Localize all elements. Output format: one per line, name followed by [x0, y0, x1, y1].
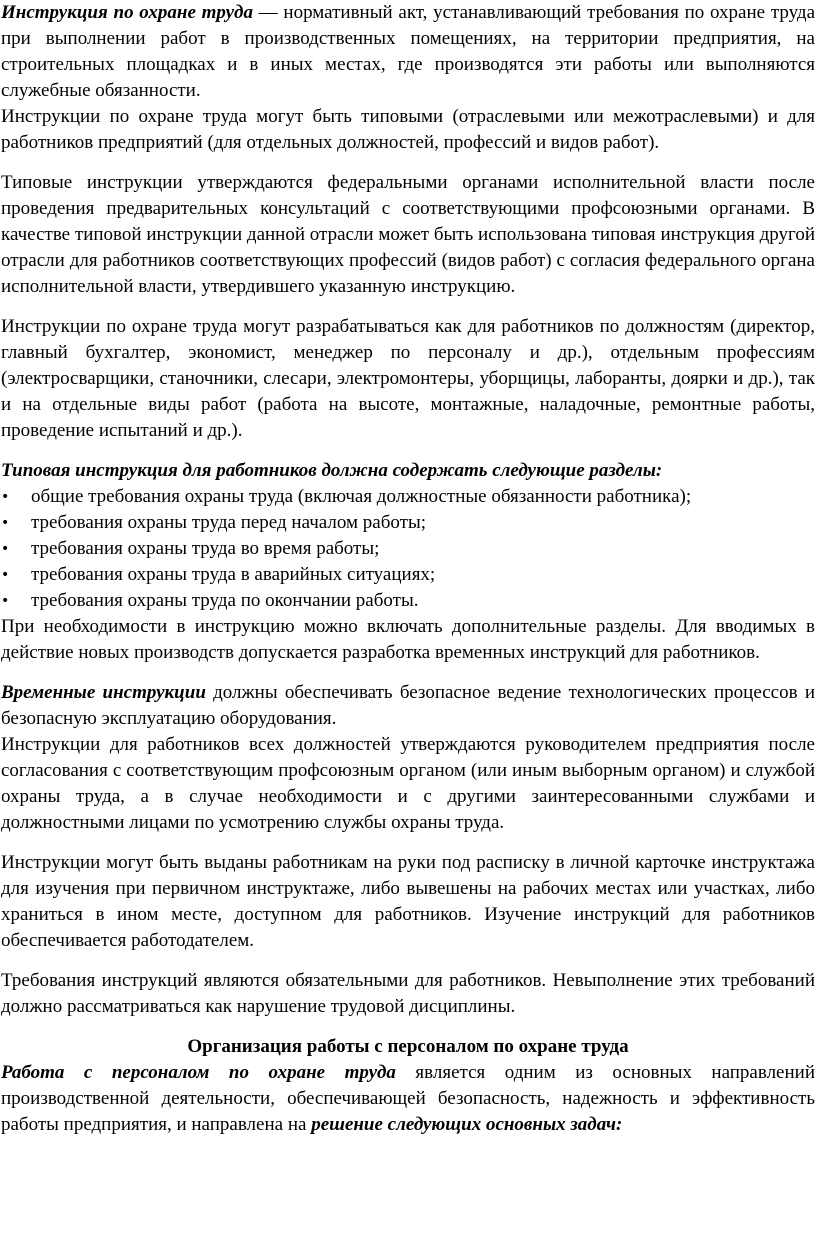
personnel-tail: решение следующих основных задач:: [311, 1114, 623, 1135]
paragraph-typical-approval: Типовые инструкции утверждаются федеральными органами исполнительной власти после проведения предварительных консультаций с соответствующими профсоюзными органами. В качестве типовой инструкции данной отрасли может быть использована типовая инструкция другой отрасли для работников соответствующих профессий (видов работ) с согласия федерального органа исполнительной власти, утвердившего указанную инструкцию.: [1, 172, 815, 297]
paragraph-temporary: [1, 680, 815, 732]
paragraph-personnel: [1, 1060, 815, 1138]
section-title: Организация работы с персоналом по охране труда: [187, 1036, 629, 1057]
list-item: • требования охраны труда по окончании работы.: [1, 588, 815, 614]
list-item: • требования охраны труда в аварийных ситуациях;: [1, 562, 815, 588]
list-item: • общие требования охраны труда (включая должностные обязанности работника);: [1, 484, 815, 510]
term-personnel: Работа с персоналом по охране труда: [1, 1062, 396, 1083]
term-temporary: Временные инструкции: [1, 682, 206, 703]
paragraph-approval: Инструкции для работников всех должностей утверждаются руководителем предприятия после согласования с соответствующим профсоюзным органом (или иным выборным органом) и службой охраны труда, а в случае необходимости и с другими заинтересованными службами и должностными лицами по усмотрению службы охраны труда.: [1, 734, 815, 833]
paragraph-development: Инструкции по охране труда могут разрабатываться как для работников по должностям (директор, главный бухгалтер, экономист, менеджер по персоналу и др.), отдельным профессиям (электросварщики, станочники, слесари, электромонтеры, уборщицы, лаборанты, доярки и др.), так и на отдельные виды работ (работа на высоте, монтажные, наладочные, ремонтные работы, проведение испытаний и др.).: [1, 316, 815, 441]
list-item: • требования охраны труда перед началом работы;: [1, 510, 815, 536]
definition-text: — нормативный акт, устанавливающий требования по охране труда при выполнении работ в производственных помещениях, на территории предприятия, на строительных площадках и в иных местах, где производятся эти работы или выполняются служебные обязанности.: [1, 2, 816, 101]
sections-list: [1, 484, 815, 614]
personnel-text: является одним из основных направлений производственной деятельности, обеспечивающей безопасность, надежность и эффективность работы предприятия, и направлена на: [1, 1062, 815, 1135]
term-instruction: Инструкция по охране труда: [1, 2, 253, 23]
paragraph-distribution: Инструкции могут быть выданы работникам на руки под расписку в личной карточке инструктажа для изучения при первичном инструктаже, либо вывешены на рабочих местах или участках, либо храниться в ином месте, доступном для работников. Изучение инструкций для работников обеспечивается работодателем.: [1, 852, 815, 951]
paragraph-mandatory: Требования инструкций являются обязательными для работников. Невыполнение этих требований должно рассматриваться как нарушение трудовой дисциплины.: [1, 970, 815, 1017]
temporary-text: должны обеспечивать безопасное ведение технологических процессов и безопасную эксплуатацию оборудования.: [1, 682, 815, 729]
paragraph-types: Инструкции по охране труда могут быть типовыми (отраслевыми или межотраслевыми) и для работников предприятий (для отдельных должностей, профессий и видов работ).: [1, 106, 815, 153]
paragraph-additional-sections: При необходимости в инструкцию можно включать дополнительные разделы. Для вводимых в действие новых производств допускается разработка временных инструкций для работников.: [1, 616, 815, 663]
sections-heading: Типовая инструкция для работников должна содержать следующие разделы:: [1, 460, 663, 481]
list-item: • требования охраны труда во время работы;: [1, 536, 815, 562]
paragraph-definition: [1, 0, 815, 104]
